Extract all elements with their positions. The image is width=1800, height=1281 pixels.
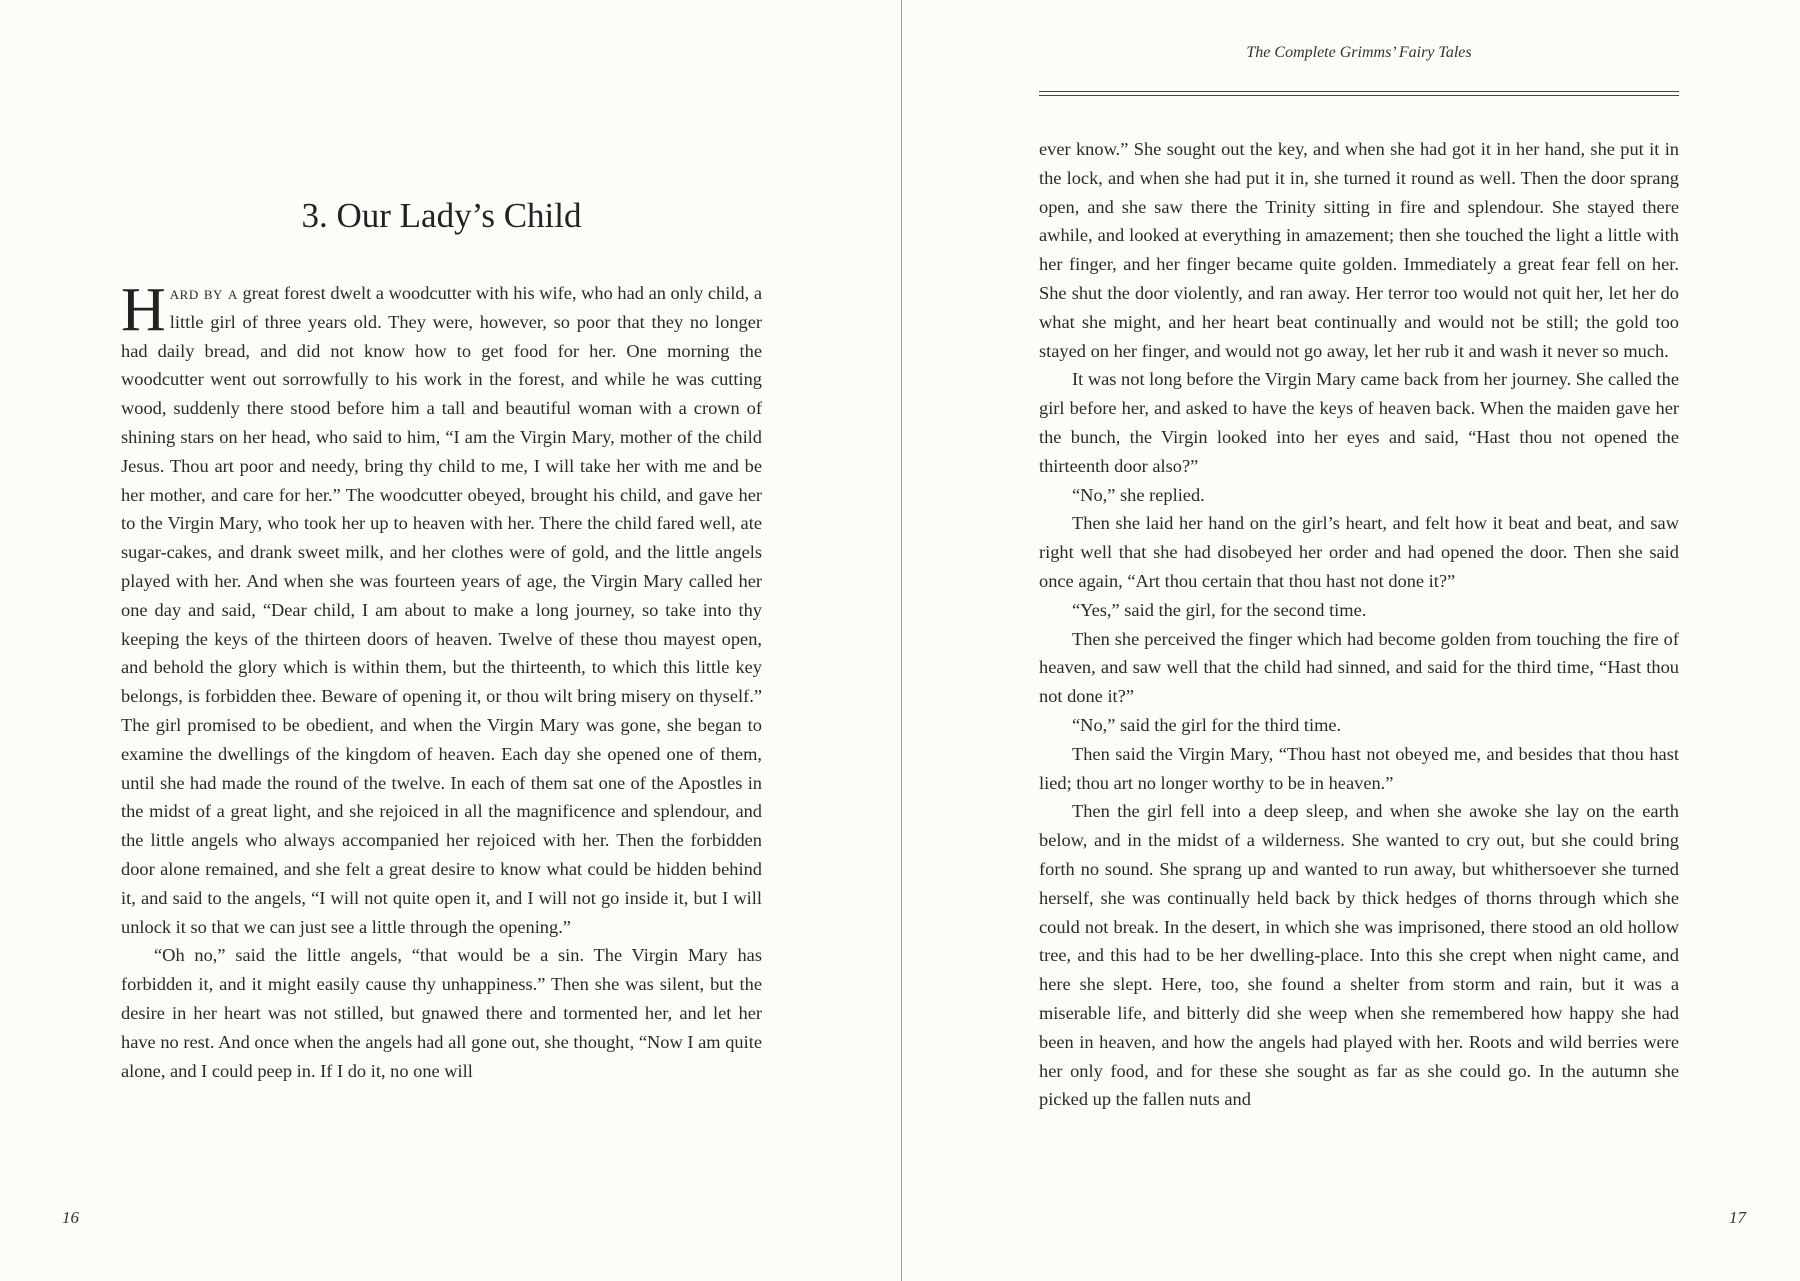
drop-cap: H [121, 276, 166, 344]
left-page-body [121, 276, 762, 1085]
page-number: 17 [1729, 1208, 1746, 1227]
paragraph: Then she perceived the finger which had become golden from touching the fire of heaven, and saw well that the child had sinned, and said for the third time, “Hast thou not done it?” [1039, 628, 1679, 707]
paragraph: “No,” said the girl for the third time. [1072, 714, 1342, 735]
paragraph: Then she laid her hand on the girl’s heart, and felt how it beat and beat, and saw right well that she had disobeyed her order and had opened the door. Then she said once again, “Art thou certain that thou hast not done it?” [1039, 513, 1679, 591]
paragraph: “Oh no,” said the little angels, “that would be a sin. The Virgin Mary has forbidden it, and it might easily cause thy unhappiness.” Then she was silent, but the desire in her heart was not stilled, but gnawed there and tormented her, and let her have no rest. And once when the angels had all gone out, she thought, “Now I am quite alone, and I could peep in. If I do it, no one will [121, 945, 762, 1081]
running-head: The Complete Grimms’ Fairy Tales [1246, 44, 1472, 61]
paragraph: Then the girl fell into a deep sleep, and when she awoke she lay on the earth below, and in the midst of a wilderness. She wanted to cry out, but she could bring forth no sound. She sprang up and wanted to run away, but whithersoever she turned herself, she was continually held back by thick hedges of thorns through which she could not break. In the desert, in which she was imprisoned, there stood an old hollow tree, and this had to be her dwelling-place. Into this she crept when night came, and here she slept. Here, too, she found a shelter from storm and rain, but it was a miserable life, and bitterly did she weep when she remembered how happy she had been in heaven, and how the angels had played with her. Roots and wild berries were her only food, and for these she sought as far as she could go. In the autumn she picked up the fallen nuts and [1039, 801, 1679, 1110]
paragraph: “Yes,” said the girl, for the second time. [1072, 599, 1367, 620]
paragraph-text: great forest dwelt a woodcutter with his wife, who had an only child, a little girl of three years old. They were, however, so poor that they no longer had daily bread, and did not know how to get food for her. One morning the woodcutter went out sorrowfully to his work in the forest, and while he was cutting wood, suddenly there stood before him a tall and beautiful woman with a crown of shining stars on her head, who said to him, “I am the Virgin Mary, mother of the child Jesus. Thou art poor and needy, bring thy child to me, I will take her with me and be her mother, and care for her.” The woodcutter obeyed, brought his child, and gave her to the Virgin Mary, who took her up to heaven with her. There the child fared well, ate sugar-cakes, and drank sweet milk, and her clothes were of gold, and the little angels played with her. And when she was fourteen years of age, the Virgin Mary called her one day and said, “Dear child, I am about to make a long journey, so take into thy keeping the keys of the thirteen doors of heaven. Twelve of these thou mayest open, and behold the glory which is within them, but the thirteenth, to which this little key belongs, is forbidden thee. Beware of opening it, or thou wilt bring misery on thyself.” The girl promised to be obedient, and when the Virgin Mary was gone, she began to examine the dwellings of the kingdom of heaven. Each day she opened one of them, until she had made the round of the twelve. In each of them sat one of the Apostles in the midst of a great light, and she rejoiced in all the magnificence and splendour, and the little angels who always accompanied her rejoiced with her. Then the forbidden door alone remained, and she felt a great desire to know what could be hidden behind it, and said to the angels, “I will not quite open it, and I will not go inside it, but I will unlock it so that we can just see a little through the opening.” [121, 283, 762, 937]
paragraph: “No,” she replied. [1072, 484, 1205, 505]
paragraph: It was not long before the Virgin Mary came back from her journey. She called the girl before her, and asked to have the keys of heaven back. When the maiden gave her the bunch, the Virgin looked into her eyes and said, “Hast thou not opened the thirteenth door also?” [1039, 369, 1679, 476]
chapter-title: 3. Our Lady’s Child [301, 196, 582, 235]
paragraph: Then said the Virgin Mary, “Thou hast not obeyed me, and besides that thou hast lied; thou art no longer worthy to be in heaven.” [1039, 743, 1679, 793]
page-number: 16 [62, 1208, 79, 1227]
opening-paragraph [121, 276, 762, 941]
paragraph: ever know.” She sought out the key, and when she had got it in her hand, she put it in the lock, and when she had put it in, she turned it round as well. Then the door sprang open, and she saw there the Trinity sitting in fire and splendour. She stayed there awhile, and looked at everything in amazement; then she touched the light a little with her finger, and her finger became quite golden. Immediately a great fear fell on her. She shut the door violently, and ran away. Her terror too would not quit her, let her do what she might, and her heart beat continually and would not be still; the gold too stayed on her finger, and would not go away, let her rub it and wash it never so much. [1039, 139, 1679, 361]
small-caps-lead: ard by a [169, 283, 238, 303]
header-rule [1039, 91, 1679, 99]
right-page [902, 0, 1800, 1281]
right-page-body [1039, 135, 1679, 1114]
